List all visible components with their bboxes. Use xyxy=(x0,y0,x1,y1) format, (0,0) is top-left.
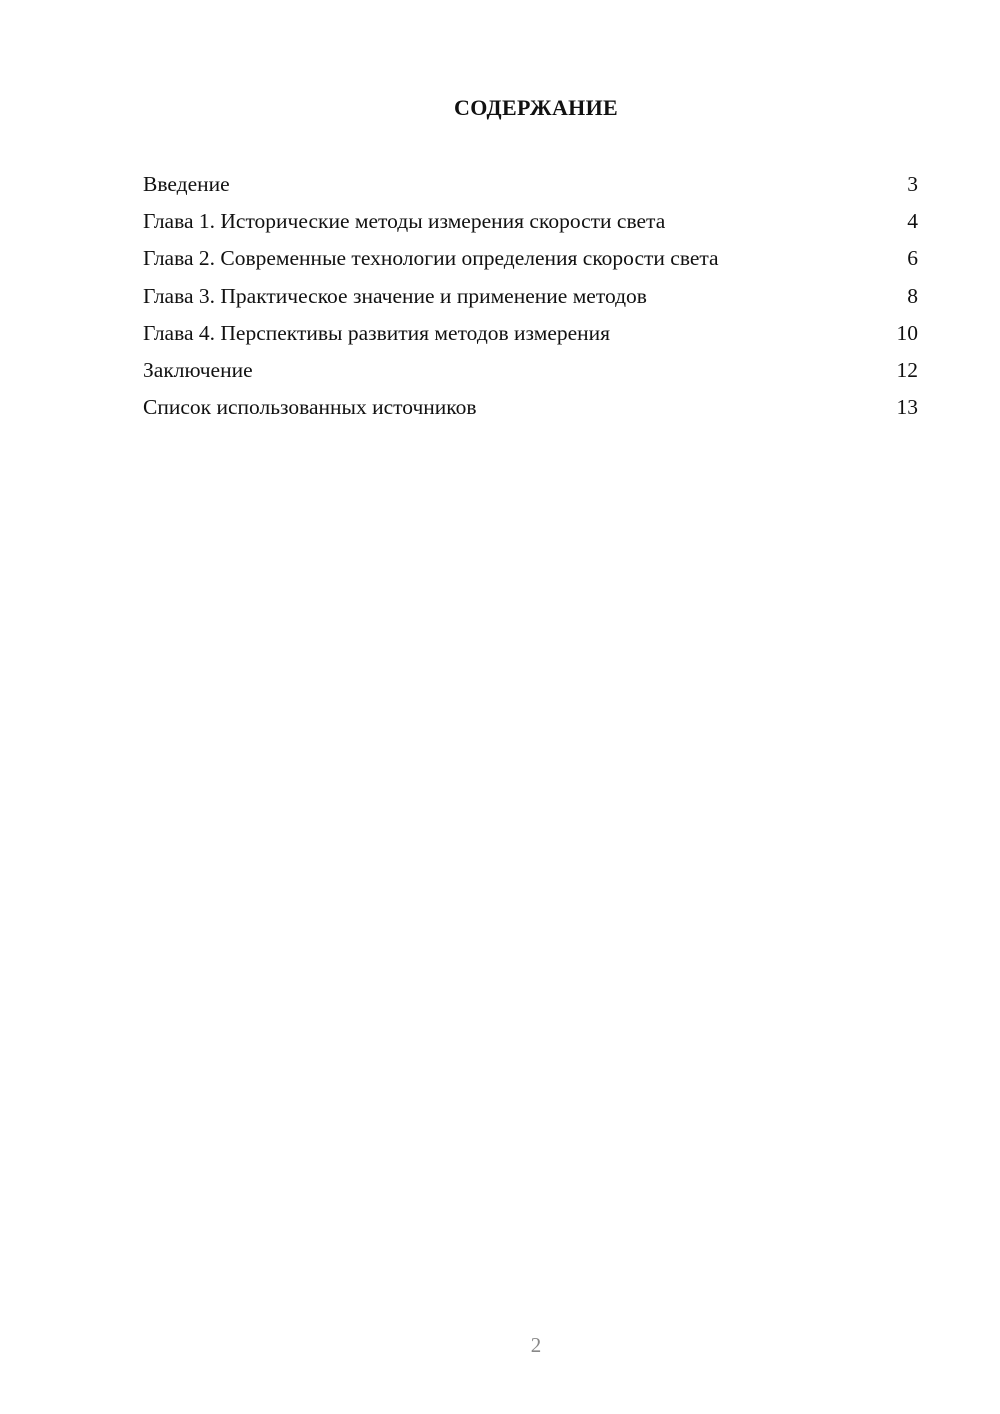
toc-entry-page: 3 xyxy=(907,172,918,196)
toc-entry-label: Глава 3. Практическое значение и применение методов xyxy=(143,283,647,308)
toc-entry-conclusion[interactable] xyxy=(143,354,918,391)
toc-entry-page: 6 xyxy=(907,246,918,271)
toc-entry-label: Глава 4. Перспективы развития методов измерения xyxy=(143,320,611,345)
toc-entry-chapter-4[interactable] xyxy=(143,317,918,354)
toc-entry-chapter-2[interactable] xyxy=(143,242,918,279)
toc-entry-page: 4 xyxy=(907,209,918,234)
toc-entry-page: 13 xyxy=(896,395,918,420)
toc-entry-label: Заключение xyxy=(143,357,253,382)
toc-entry-references[interactable] xyxy=(143,391,918,428)
toc-entry-page: 8 xyxy=(907,283,918,308)
toc-entry-page: 10 xyxy=(896,320,918,345)
page-title: СОДЕРЖАНИЕ xyxy=(454,95,618,120)
page-number: 2 xyxy=(530,1333,542,1357)
toc-entry-label: Введение xyxy=(143,172,230,196)
toc-entry-label: Глава 1. Исторические методы измерения скорости света xyxy=(143,209,666,234)
toc-entry-introduction[interactable] xyxy=(143,168,918,205)
toc-entry-label: Список использованных источников xyxy=(143,395,477,420)
toc-entry-chapter-3[interactable] xyxy=(143,280,918,317)
toc-entry-label: Глава 2. Современные технологии определения скорости света xyxy=(143,246,719,271)
toc-entry-chapter-1[interactable] xyxy=(143,205,918,242)
toc-entry-page: 12 xyxy=(896,357,918,382)
table-of-contents xyxy=(143,168,918,428)
